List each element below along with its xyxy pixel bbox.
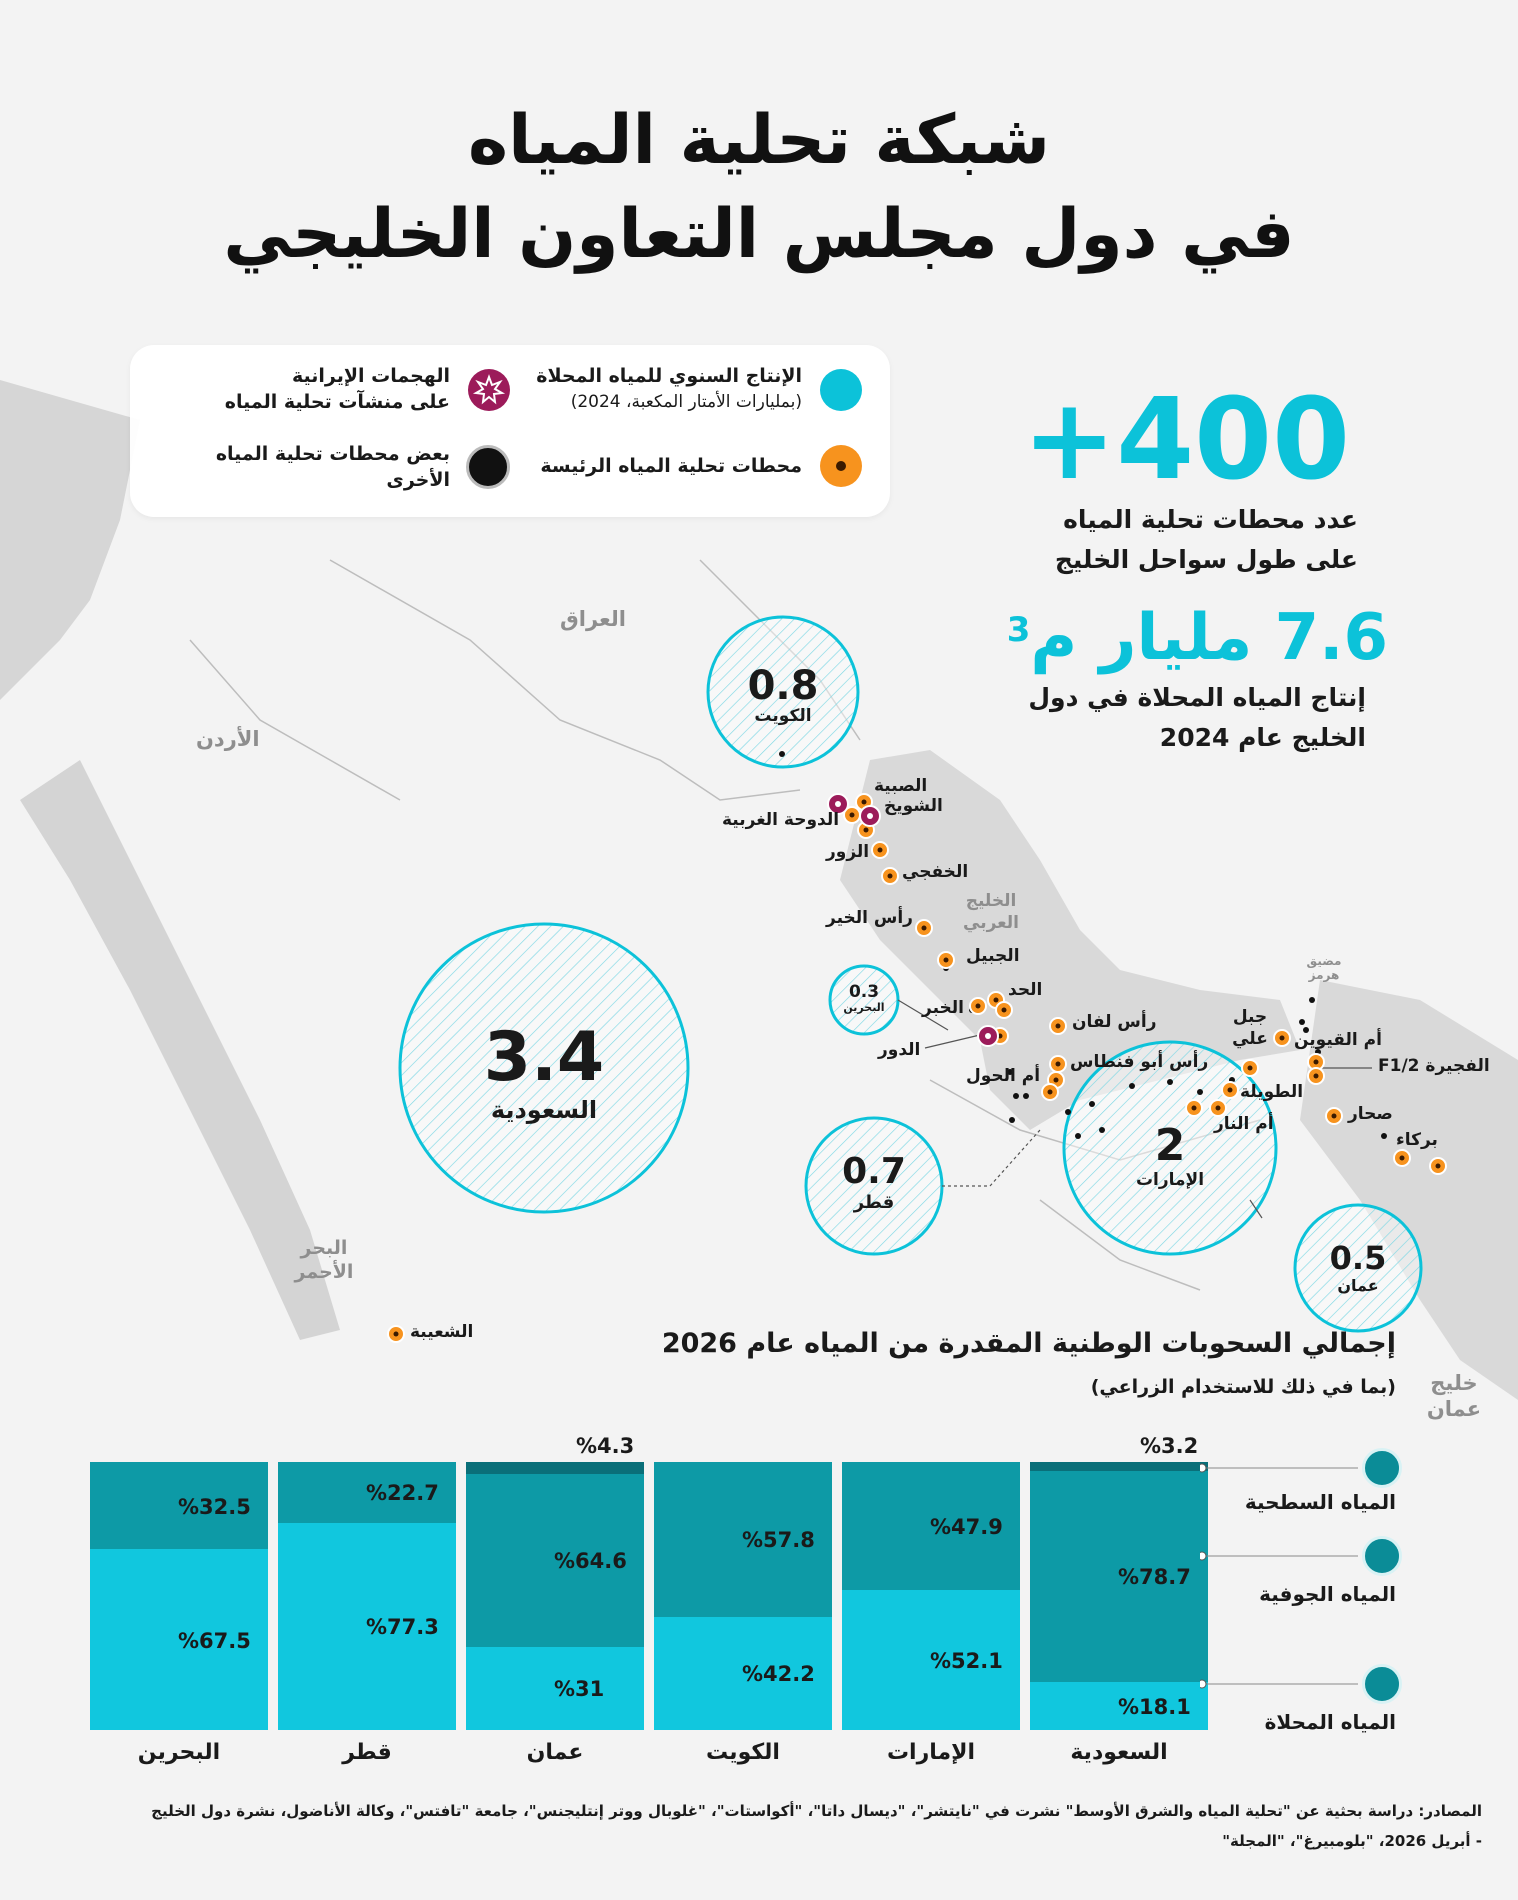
dur-leader-line <box>925 1034 984 1048</box>
kuwait-name: الكويت <box>754 706 812 726</box>
bar-segment-label: %18.1 <box>1118 1694 1191 1719</box>
plants-desc-line-1: عدد محطات تحلية المياه <box>1063 505 1358 534</box>
qatar-value: 0.7 <box>842 1151 906 1192</box>
sources-line-2: - أبريل 2026، "بلومبيرغ"، "المجلة" <box>1222 1832 1482 1850</box>
surface-water-icon <box>1362 1448 1402 1488</box>
legend-surface-water: المياه السطحية <box>1244 1490 1396 1514</box>
page-title-line-2: في دول مجلس التعاون الخليجي <box>223 195 1295 274</box>
bar-segment-label: %32.5 <box>178 1494 251 1519</box>
production-total-value: 7.6 مليار م <box>1030 601 1388 675</box>
label-zour: الزور <box>826 842 870 862</box>
bar-segment-label: %67.5 <box>178 1628 251 1653</box>
oman-value: 0.5 <box>1329 1239 1387 1277</box>
label-shuqaiq: الشعيبة <box>410 1322 474 1342</box>
plants-desc-line-2: على طول سواحل الخليج <box>1054 545 1358 574</box>
bar-segment-label: %22.7 <box>366 1481 439 1506</box>
bar-segment-label: %31 <box>554 1677 605 1702</box>
label-khafji: الخفجي <box>902 862 969 882</box>
bar-segment <box>466 1462 644 1474</box>
label-ras-laffan: رأس لفان <box>1072 1012 1157 1032</box>
bar-column <box>90 1462 268 1730</box>
kuwait-value: 0.8 <box>747 663 819 709</box>
ground-water-icon <box>1362 1536 1402 1576</box>
label-jordan: الأردن <box>196 727 260 751</box>
label-red-sea: البحر الأحمر <box>294 1237 354 1283</box>
label-shuwaikh: الشويخ <box>884 796 943 816</box>
label-iraq: العراق <box>560 607 626 631</box>
uae-name: الإمارات <box>1135 1170 1205 1190</box>
legend-desal-water: المياه المحلاة <box>1264 1710 1396 1734</box>
legend-production-label: الإنتاج السنوي للمياه المحلاة <box>536 365 802 387</box>
bar-column <box>1030 1462 1208 1730</box>
label-gulf-of-oman: خليج عمان <box>1426 1371 1482 1421</box>
legend-ground-water: المياه الجوفية <box>1259 1582 1396 1606</box>
desal-water-icon <box>1362 1664 1402 1704</box>
legend-attacks-line-2: على منشآت تحلية المياه <box>224 391 450 413</box>
bar-category-label: الإمارات <box>886 1740 976 1765</box>
label-ras-khair: رأس الخير <box>826 908 913 928</box>
label-umm-nar: أم النار <box>1214 1114 1274 1134</box>
page-title-line-1: شبكة تحلية المياه <box>468 101 1050 180</box>
uae-value: 2 <box>1154 1120 1186 1171</box>
label-doha-west: الدوحة الغربية <box>722 810 840 830</box>
bar-column <box>466 1462 644 1730</box>
legend-main-plants: محطات تحلية المياه الرئيسة <box>540 455 802 477</box>
bar-segment-label: %4.3 <box>576 1434 635 1458</box>
label-sohar: صحار <box>1348 1104 1393 1124</box>
plants-count: +400 <box>1022 375 1350 505</box>
bar-segment-label: %78.7 <box>1118 1565 1191 1590</box>
bar-column <box>842 1462 1020 1730</box>
bar-category-label: قطر <box>342 1740 392 1765</box>
production-desc-line-2: الخليج عام 2024 <box>1159 723 1366 752</box>
label-hidd: الحد <box>1008 980 1043 1000</box>
withdrawals-title: إجمالي السحوبات الوطنية المقدرة من المياه عام 2026 <box>661 1328 1396 1359</box>
bar-category-label: الكويت <box>706 1740 780 1765</box>
label-fujairah: الفجيرة F1/2 <box>1378 1056 1490 1076</box>
oman-name: عمان <box>1337 1276 1379 1295</box>
bar-segment-label: %42.2 <box>742 1662 815 1687</box>
label-ras-abu-fontas: رأس أبو فنطاس <box>1070 1052 1209 1072</box>
withdrawals-subtitle: (بما في ذلك للاستخدام الزراعي) <box>1090 1376 1396 1398</box>
legend-other-plants-line-2: الأخرى <box>386 469 450 491</box>
bar-column <box>654 1462 832 1730</box>
legend-production-unit: (بمليارات الأمتار المكعبة، 2024) <box>570 392 802 412</box>
label-subiya: الصبية <box>874 776 928 796</box>
qatar-leader-line <box>942 1130 1040 1186</box>
qatar-name: قطر <box>853 1192 895 1213</box>
label-taweelah: الطويلة <box>1240 1082 1304 1102</box>
production-total-unit-sup: 3 <box>1006 610 1031 650</box>
bar-category-label: السعودية <box>1070 1740 1168 1765</box>
legend-other-plants-line-1: بعض محطات تحلية المياه <box>215 443 450 465</box>
label-khobar: الخبر <box>922 998 964 1018</box>
bar-segment <box>1030 1462 1208 1471</box>
sources <box>22 1796 1482 1856</box>
bar-column <box>278 1462 456 1730</box>
bahrain-name: البحرين <box>843 1001 885 1014</box>
label-jebel-ali: جبل علي <box>1232 1007 1268 1049</box>
label-umm-hawl: أم الحول <box>966 1066 1041 1086</box>
legend-attacks-line-1: الهجمات الإيرانية <box>291 365 450 387</box>
label-jubail: الجبيل <box>966 946 1020 966</box>
label-hormuz: مضيق هرمز <box>1306 954 1342 982</box>
bar-segment-label: %57.8 <box>742 1528 815 1553</box>
bar-segment-label: %77.3 <box>366 1615 439 1640</box>
production-desc-line-1: إنتاج المياه المحلاة في دول <box>1028 683 1366 712</box>
bar-segment-label: %47.9 <box>930 1515 1003 1540</box>
sources-line-1: المصادر: دراسة بحثية عن "تحلية المياه والشرق الأوسط" نشرت في "نايتشر"، "ديسال داتا"، "أكواستات"، "غلوبال ووتر إنتليجنس"، جامعة "تافتس"، وكالة الأناضول، نشرة دول الخليج <box>151 1802 1482 1820</box>
bahrain-value: 0.3 <box>848 982 880 1002</box>
label-arabian-gulf: الخليج العربي <box>963 891 1019 933</box>
bar-category-label: عمان <box>526 1740 584 1765</box>
bar-category-label: البحرين <box>137 1740 221 1765</box>
label-umm-quwain: أم القيوين <box>1294 1030 1382 1050</box>
saudi-name: السعودية <box>490 1096 598 1124</box>
bar-segment-label: %3.2 <box>1140 1434 1199 1458</box>
label-dur: الدور <box>878 1040 921 1060</box>
bar-segment-label: %52.1 <box>930 1649 1003 1674</box>
label-barka: بركاء <box>1396 1130 1438 1150</box>
bar-segment-label: %64.6 <box>554 1549 627 1574</box>
saudi-value: 3.4 <box>483 1018 605 1097</box>
